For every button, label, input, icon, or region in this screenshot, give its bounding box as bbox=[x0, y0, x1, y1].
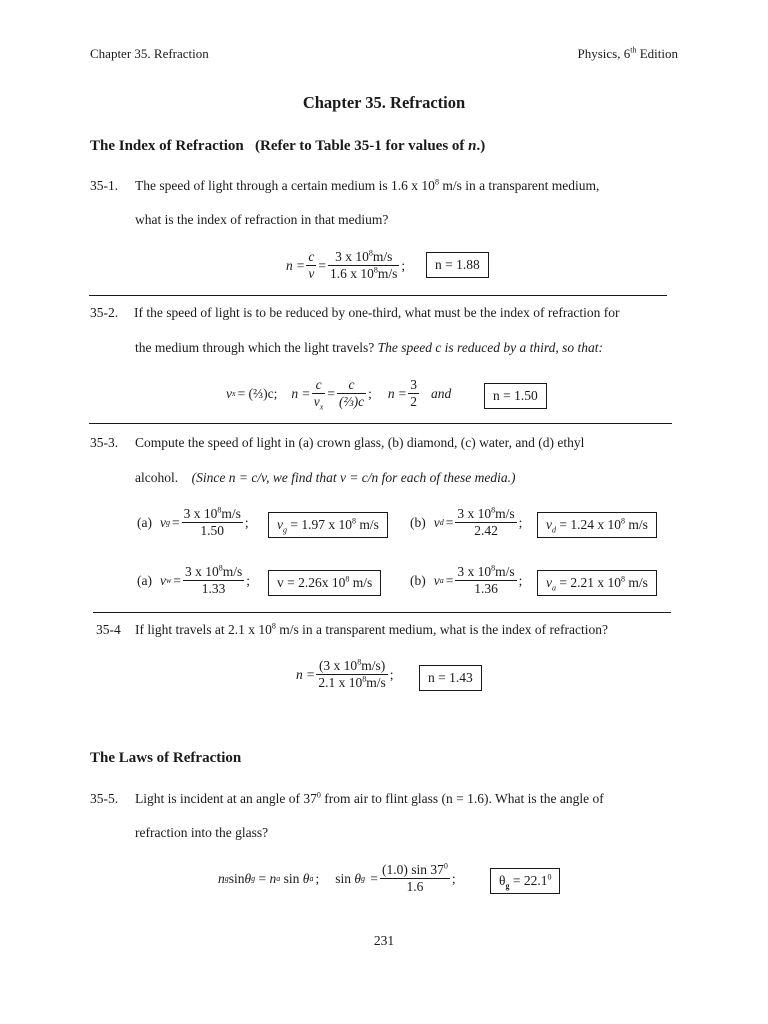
fraction: $\frac{3 x 10^8m/s}{1.50}$ bbox=[183, 505, 241, 538]
answer-box: n = 1.50 bbox=[484, 383, 547, 409]
fraction: $\frac{3}{2}$ bbox=[410, 377, 417, 409]
problem-text: the medium through which the light travels? The speed c is reduced by a third, so that: bbox=[135, 340, 604, 355]
problem-text: Light is incident at an angle of $37^0$ from air to flint glass (n = 1.6). What is the angle of bbox=[135, 790, 604, 806]
answer-box: $v_d = 1.24$ x $10^8$ m/s bbox=[537, 512, 657, 538]
fraction: $\frac{c}{v_x}$ bbox=[313, 377, 324, 412]
problem-text: what is the index of refraction in that medium? bbox=[135, 212, 389, 227]
fraction: $\frac{c}{v}$ bbox=[308, 249, 315, 281]
answer-box: n = 1.43 bbox=[419, 665, 482, 691]
fraction: $\frac{(1.0) \sin 37^0}{1.6}$ bbox=[381, 861, 448, 894]
divider bbox=[89, 295, 667, 296]
equation: n = $\frac{(3 x 10^8m/s)}{2.1 x 10^8m/s}$ ; bbox=[296, 657, 394, 690]
page-number: 231 bbox=[373, 933, 395, 948]
equation: v x = (⅔)c; n = $\frac{c}{v_x}$ = $\frac{c}{\text{(⅔)c}}$ ; n = $\frac{3}{2}$ and bbox=[226, 377, 452, 412]
answer-box: $v_a = 2.21$ x $10^8$ m/s bbox=[537, 570, 657, 596]
equation: (b) v a = $\frac{3 x 10^8m/s}{1.36}$ ; bbox=[410, 563, 523, 596]
fraction: $\frac{(3 x 10^8m/s)}{2.1 x 10^8m/s}$ bbox=[318, 657, 386, 690]
answer-box: v = 2.26x $10^8$ m/s bbox=[268, 570, 381, 596]
problem-text: The speed of light through a certain medium is 1.6 x $10^8$ m/s in a transparent medium, bbox=[135, 177, 600, 193]
problem-number: 35-1. bbox=[90, 178, 119, 193]
problem-number: 35-5. bbox=[90, 791, 119, 806]
running-header-right: Physics, 6th Edition bbox=[577, 45, 678, 61]
problem-text: alcohol. (Since n = c/v, we find that v = c/n for each of these media.) bbox=[135, 470, 516, 485]
equation: (a) v w = $\frac{3 x 10^8m/s}{1.33}$ ; bbox=[137, 563, 250, 596]
fraction: $\frac{3 x 10^8m/s}{1.33}$ bbox=[184, 563, 243, 596]
problem-text: If the speed of light is to be reduced by one-third, what must be the index of refraction for bbox=[134, 305, 620, 320]
divider bbox=[89, 423, 672, 424]
section-heading-index: The Index of Refraction (Refer to Table 35-1 for values of n.) bbox=[90, 138, 486, 154]
problem-text: If light travels at 2.1 x $10^8$ m/s in a transparent medium, what is the index of refraction? bbox=[135, 621, 609, 637]
problem-number: 35-3. bbox=[90, 435, 119, 450]
fraction: $\frac{3 x 10^8m/s}{1.6 x 10^8m/s}$ bbox=[330, 248, 398, 281]
problem-number: 35-2. bbox=[90, 305, 119, 320]
running-header-left: Chapter 35. Refraction bbox=[90, 46, 209, 61]
answer-box: n = 1.88 bbox=[426, 252, 489, 278]
section-heading-laws: The Laws of Refraction bbox=[90, 750, 242, 766]
fraction: $\frac{3 x 10^8m/s}{1.36}$ bbox=[457, 563, 515, 596]
problem-text: refraction into the glass? bbox=[135, 825, 269, 840]
answer-box: $\theta_g = 22.1^0$ bbox=[490, 868, 560, 894]
equation: n g sin θ g = n a sin θ a ; sin θ g = $\frac{(1.0) \sin 37^0}{1.6}$ ; bbox=[218, 861, 456, 894]
equation: (a) v g = $\frac{3 x 10^8m/s}{1.50}$ ; bbox=[137, 505, 249, 538]
equation: (b) v d = $\frac{3 x 10^8m/s}{2.42}$ ; bbox=[410, 505, 523, 538]
problem-number: 35-4 bbox=[96, 622, 121, 637]
problem-text: Compute the speed of light in (a) crown glass, (b) diamond, (c) water, and (d) ethyl bbox=[135, 435, 585, 450]
answer-box: $v_g = 1.97$ x $10^8$ m/s bbox=[268, 512, 388, 538]
equation: n = $\frac{c}{v}$ = $\frac{3 x 10^8m/s}{1.6 x 10^8m/s}$ ; bbox=[286, 248, 406, 281]
fraction: $\frac{c}{\text{(⅔)c}}$ bbox=[338, 377, 365, 409]
chapter-title: Chapter 35. Refraction bbox=[302, 93, 466, 112]
fraction: $\frac{3 x 10^8m/s}{2.42}$ bbox=[457, 505, 515, 538]
divider bbox=[93, 612, 671, 613]
